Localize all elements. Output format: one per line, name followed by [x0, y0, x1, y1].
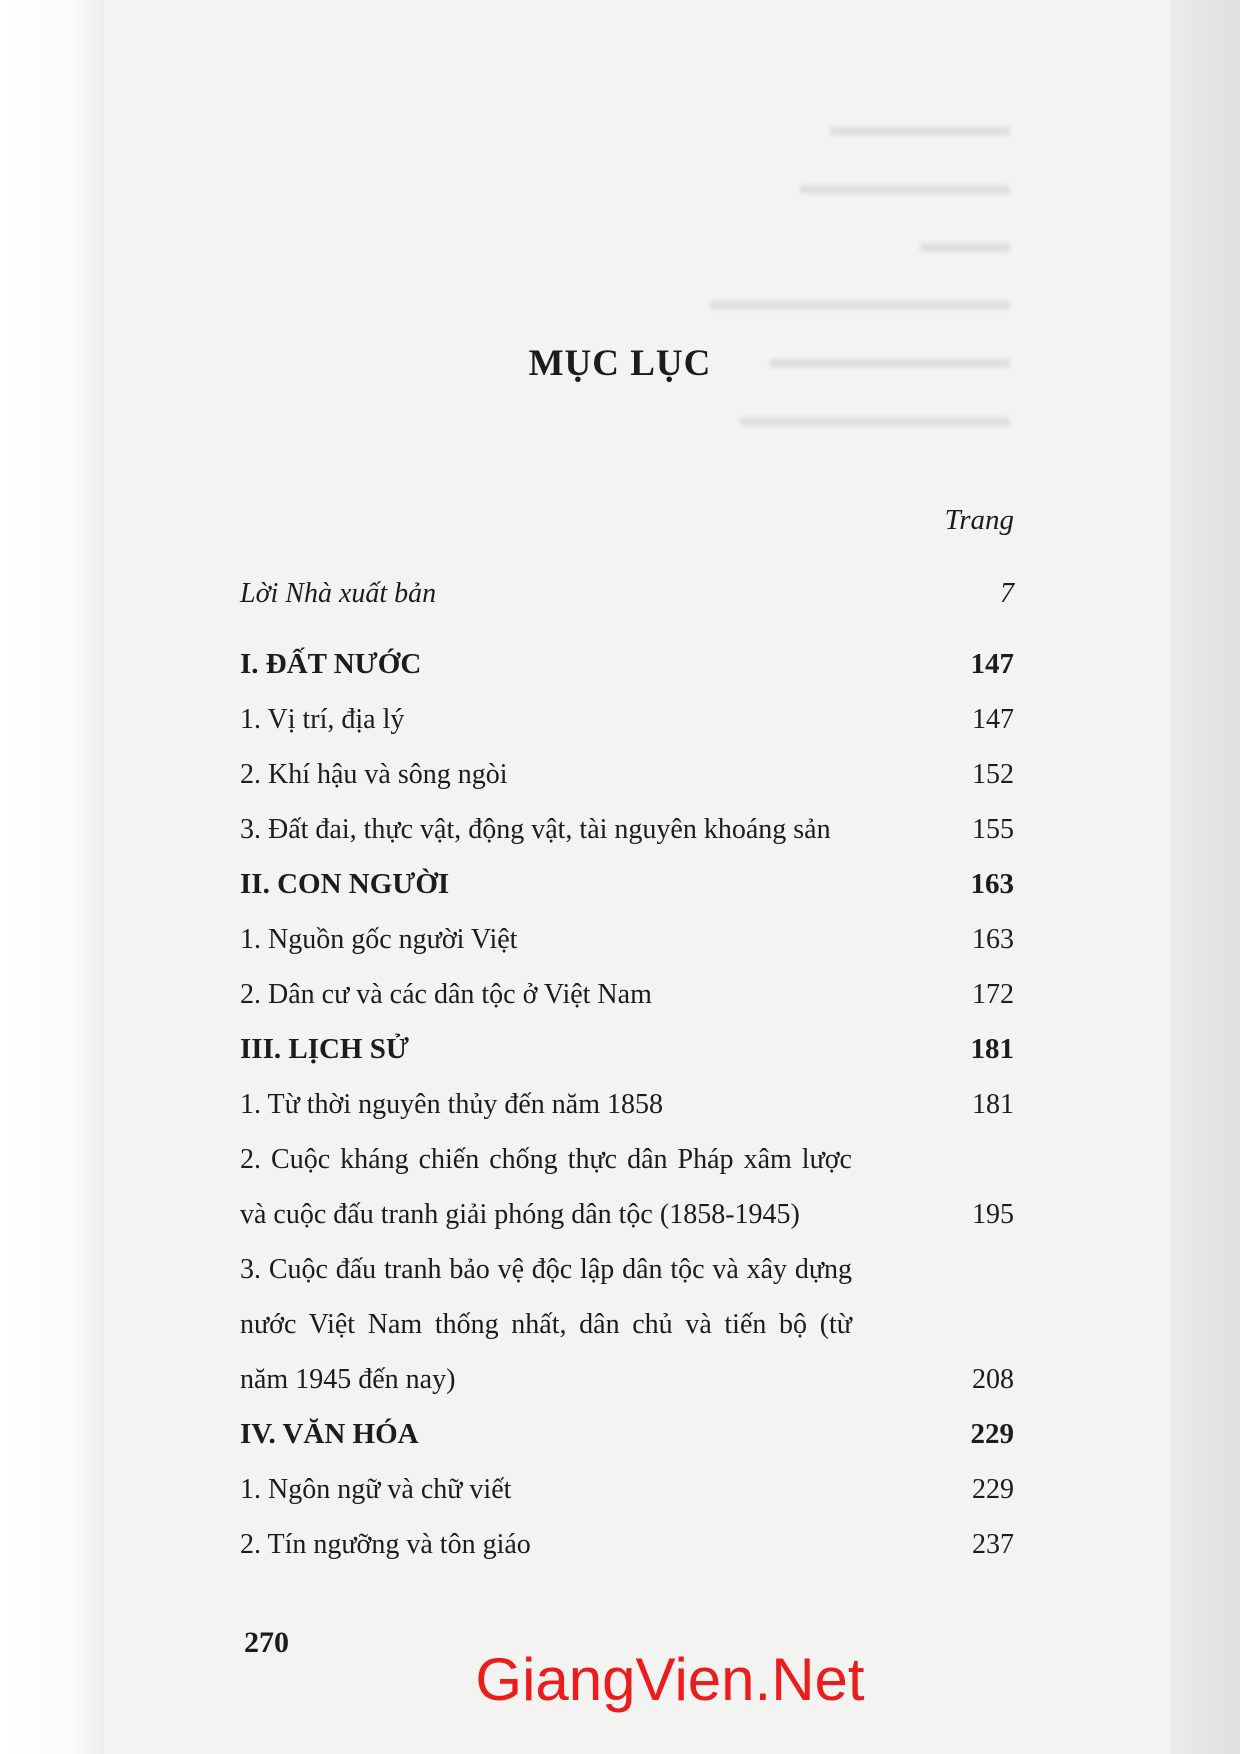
entry-page: 147	[972, 704, 1014, 735]
toc-entry-line[interactable]	[240, 747, 1014, 802]
entry-page: 229	[972, 1474, 1014, 1505]
table-of-contents	[240, 566, 1014, 1572]
entry-page: 208	[972, 1364, 1014, 1395]
toc-section-heading[interactable]	[240, 857, 1014, 912]
toc-entry-line[interactable]	[240, 802, 1014, 857]
entry-page: 237	[972, 1529, 1014, 1560]
section-page: 181	[970, 1033, 1014, 1065]
entry-title: 3. Đất đai, thực vật, động vật, tài nguyên khoáng sản	[240, 814, 831, 845]
entry-title: 2. Cuộc kháng chiến chống thực dân Pháp xâm lược	[240, 1144, 852, 1175]
entry-title: 2. Dân cư và các dân tộc ở Việt Nam	[240, 979, 652, 1010]
toc-entry-line[interactable]	[240, 1077, 1014, 1132]
toc-entry-line[interactable]	[240, 1242, 1014, 1297]
entry-title: 1. Ngôn ngữ và chữ viết	[240, 1474, 512, 1505]
toc-section-heading[interactable]	[240, 1022, 1014, 1077]
entry-title: 3. Cuộc đấu tranh bảo vệ độc lập dân tộc và xây dựng	[240, 1254, 852, 1285]
entry-page: 163	[972, 924, 1014, 955]
entry-title: 1. Từ thời nguyên thủy đến năm 1858	[240, 1089, 663, 1120]
show-through-text: ▬▬▬▬▬▬ ▬▬▬▬▬▬▬ ▬▬▬ ▬▬▬▬▬▬▬▬▬▬ ▬▬▬▬▬▬▬▬ ▬▬▬▬▬▬▬▬▬	[710, 110, 1010, 433]
section-title: IV. VĂN HÓA	[240, 1418, 419, 1450]
toc-entry-line[interactable]	[240, 1517, 1014, 1572]
entry-title: 1. Nguồn gốc người Việt	[240, 924, 518, 955]
toc-entry-line[interactable]	[240, 692, 1014, 747]
toc-entry-line[interactable]	[240, 967, 1014, 1022]
toc-entry-line[interactable]	[240, 1132, 1014, 1187]
section-page: 163	[970, 868, 1014, 900]
section-title: I. ĐẤT NƯỚC	[240, 648, 422, 680]
entry-title: nước Việt Nam thống nhất, dân chủ và tiến bộ (từ	[240, 1309, 852, 1340]
page-column-label: Trang	[944, 504, 1014, 536]
toc-entry-line[interactable]	[240, 1187, 1014, 1242]
section-title: II. CON NGƯỜI	[240, 868, 450, 900]
page-edge-left	[0, 0, 104, 1754]
entry-title: 2. Tín ngưỡng và tôn giáo	[240, 1529, 531, 1560]
entry-title: năm 1945 đến nay)	[240, 1364, 456, 1395]
section-title: III. LỊCH SỬ	[240, 1033, 409, 1065]
toc-intro-row[interactable]	[240, 566, 1014, 621]
entry-page: 181	[972, 1089, 1014, 1120]
toc-entry-line[interactable]	[240, 1462, 1014, 1517]
entry-page: 195	[972, 1199, 1014, 1230]
entry-page: 172	[972, 979, 1014, 1010]
toc-section-heading[interactable]	[240, 1407, 1014, 1462]
section-page: 147	[970, 648, 1014, 680]
section-page: 229	[970, 1418, 1014, 1450]
page-edge-right	[1170, 0, 1240, 1754]
toc-entry-line[interactable]	[240, 1297, 1014, 1352]
toc-intro-title: Lời Nhà xuất bản	[240, 578, 437, 609]
entry-title: 2. Khí hậu và sông ngòi	[240, 759, 508, 790]
entry-title: và cuộc đấu tranh giải phóng dân tộc (1858-1945)	[240, 1199, 800, 1230]
page-title: MỤC LỤC	[528, 343, 712, 384]
entry-page: 155	[972, 814, 1014, 845]
toc-section-heading[interactable]	[240, 637, 1014, 692]
watermark: GiangVien.Net	[475, 1646, 865, 1713]
entry-title: 1. Vị trí, địa lý	[240, 704, 405, 735]
toc-intro-page: 7	[1000, 578, 1014, 609]
toc-entry-line[interactable]	[240, 1352, 1014, 1407]
toc-entry-line[interactable]	[240, 912, 1014, 967]
entry-page: 152	[972, 759, 1014, 790]
page-number: 270	[244, 1626, 289, 1659]
